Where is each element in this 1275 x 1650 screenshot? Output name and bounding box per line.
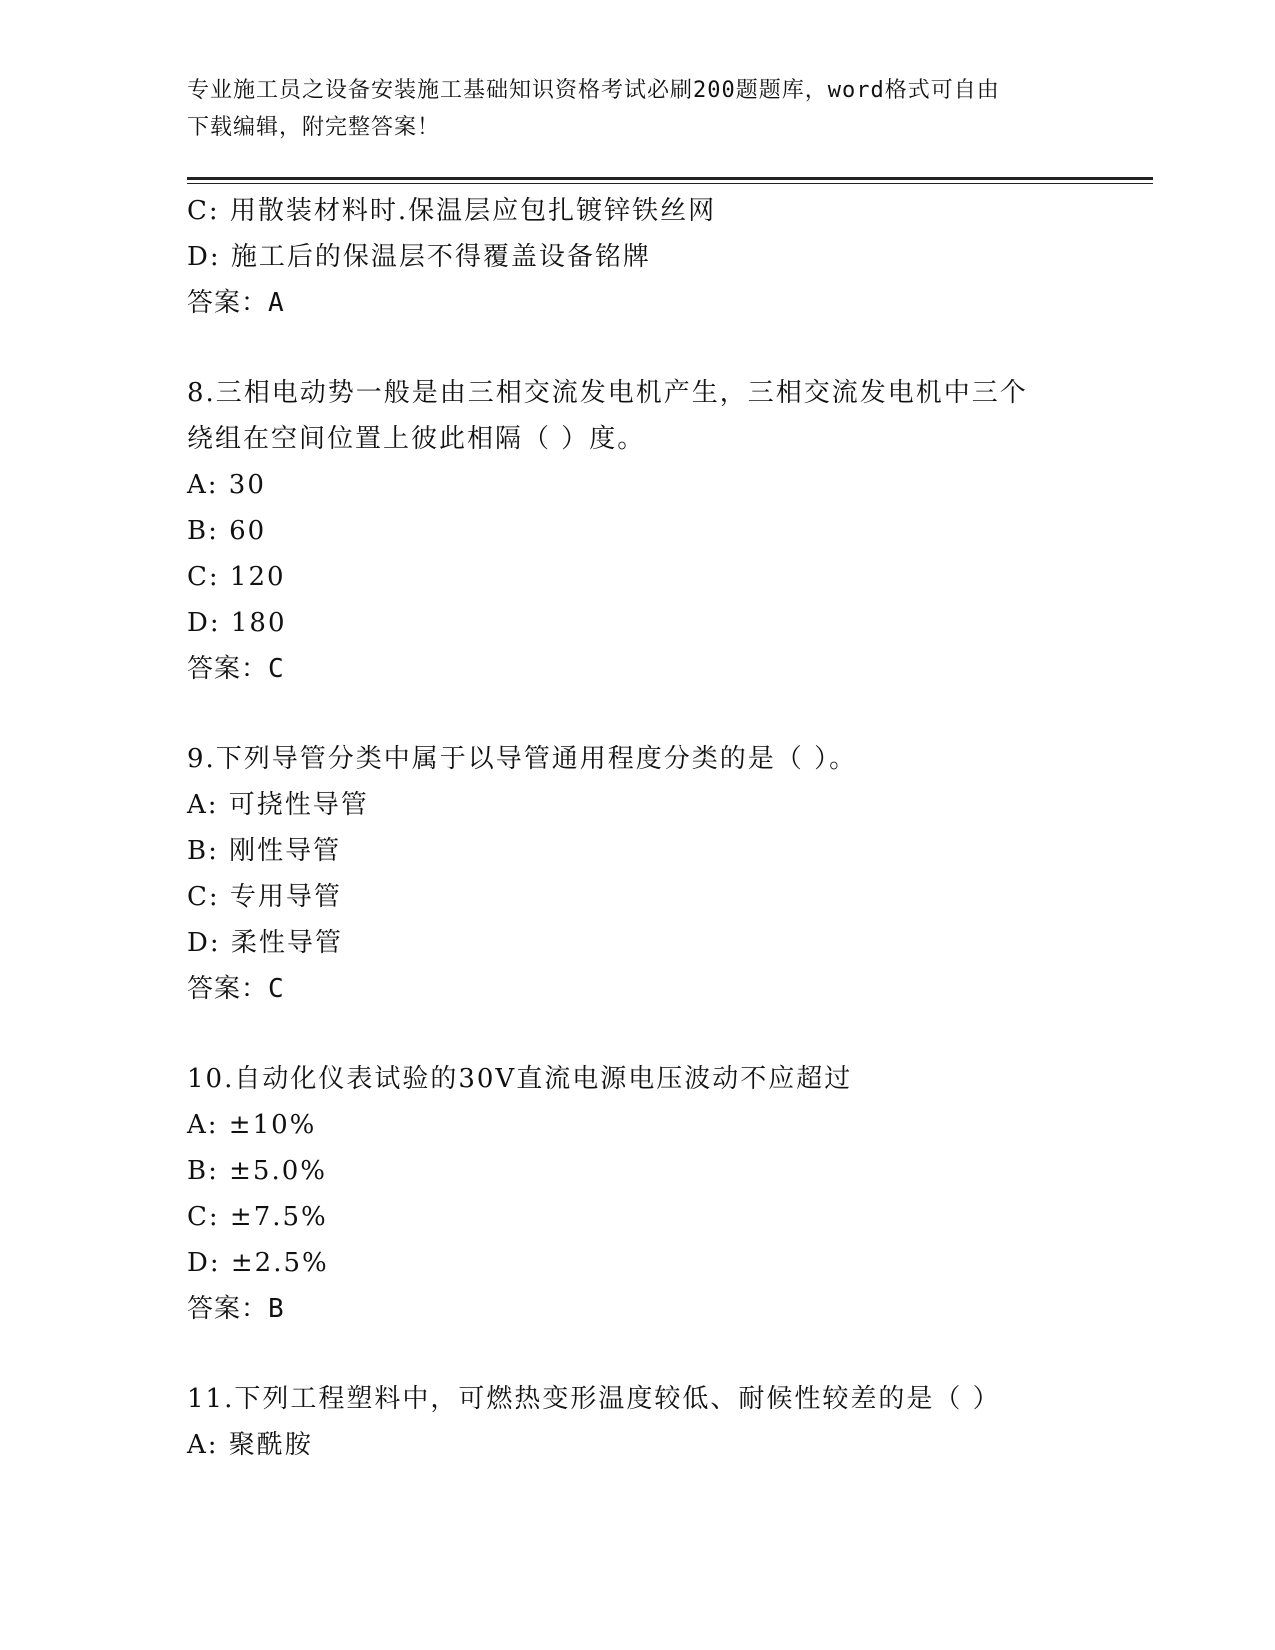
option-d: D: ±2.5% bbox=[187, 1248, 329, 1278]
header-divider-thick bbox=[187, 177, 1153, 180]
question-stem: 11.下列工程塑料中，可燃热变形温度较低、耐候性较差的是（ ） bbox=[187, 1384, 1001, 1414]
option-c: C: 120 bbox=[187, 562, 286, 592]
question-block-10 bbox=[187, 1056, 1147, 1332]
header-title-line-1: 专业施工员之设备安装施工基础知识资格考试必刷200题题库，word格式可自由 bbox=[187, 78, 1000, 103]
spacer bbox=[187, 1012, 1147, 1056]
answer-line: 答案：C bbox=[187, 654, 285, 684]
header-divider-thin bbox=[187, 183, 1153, 184]
spacer bbox=[187, 692, 1147, 736]
header-title-line-2: 下载编辑，附完整答案！ bbox=[187, 115, 441, 140]
question-stem-continued: 绕组在空间位置上彼此相隔（ ）度。 bbox=[187, 424, 646, 454]
document-header bbox=[187, 72, 1087, 146]
option-c: C: 专用导管 bbox=[187, 882, 342, 912]
option-a: A: 可挠性导管 bbox=[187, 790, 369, 820]
question-content bbox=[187, 188, 1147, 1468]
option-a: A: 聚酰胺 bbox=[187, 1430, 313, 1460]
option-b: B: 60 bbox=[187, 516, 267, 546]
option-c: C: 用散装材料时.保温层应包扎镀锌铁丝网 bbox=[187, 196, 717, 226]
question-block-7 bbox=[187, 188, 1147, 326]
option-a: A: ±10% bbox=[187, 1110, 317, 1140]
question-stem: 10.自动化仪表试验的30V直流电源电压波动不应超过 bbox=[187, 1064, 853, 1094]
spacer bbox=[187, 326, 1147, 370]
option-c: C: ±7.5% bbox=[187, 1202, 328, 1232]
question-block-11 bbox=[187, 1376, 1147, 1468]
question-block-9 bbox=[187, 736, 1147, 1012]
answer-line: 答案：C bbox=[187, 974, 285, 1004]
question-block-8 bbox=[187, 370, 1147, 692]
option-b: B: 刚性导管 bbox=[187, 836, 342, 866]
option-d: D: 柔性导管 bbox=[187, 928, 343, 958]
spacer bbox=[187, 1332, 1147, 1376]
option-b: B: ±5.0% bbox=[187, 1156, 327, 1186]
option-d: D: 180 bbox=[187, 608, 287, 638]
answer-line: 答案：B bbox=[187, 1294, 285, 1324]
question-stem: 8.三相电动势一般是由三相交流发电机产生，三相交流发电机中三个 bbox=[187, 378, 1028, 408]
answer-line: 答案：A bbox=[187, 288, 285, 318]
option-a: A: 30 bbox=[187, 470, 266, 500]
option-d: D: 施工后的保温层不得覆盖设备铭牌 bbox=[187, 242, 651, 272]
question-stem: 9.下列导管分类中属于以导管通用程度分类的是（ ）。 bbox=[187, 744, 858, 774]
